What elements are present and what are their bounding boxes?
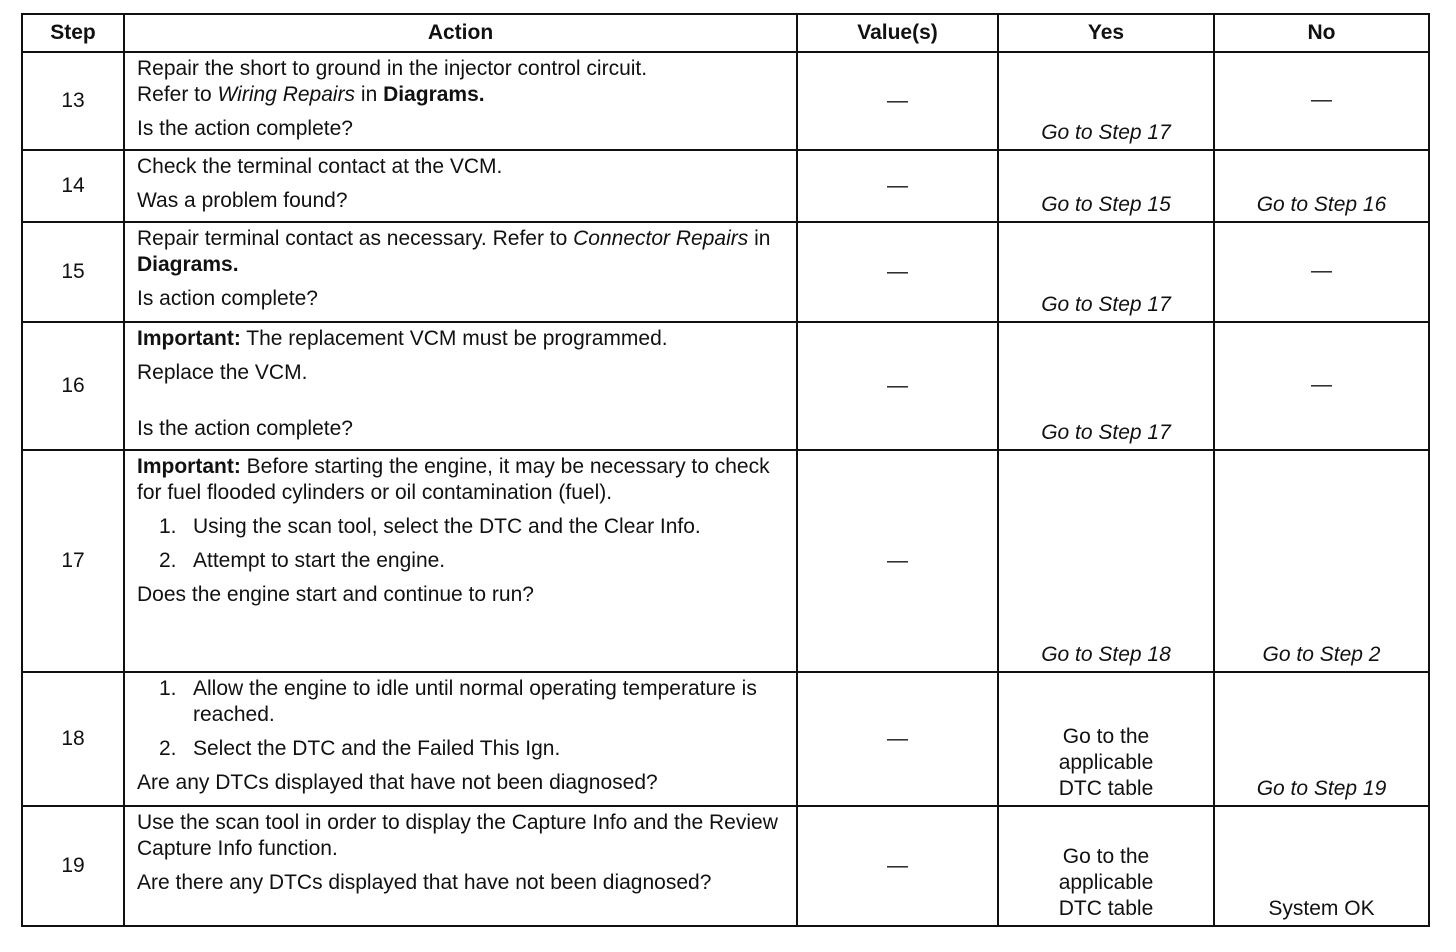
action-text: [137, 226, 788, 278]
action-question: Is the action complete?: [137, 417, 353, 440]
action-question: Are there any DTCs displayed that have not been diagnosed?: [137, 871, 712, 894]
action-cell: [124, 806, 797, 926]
action-question: Does the engine start and continue to run?: [137, 583, 534, 606]
action-cell: [124, 52, 797, 150]
value-cell: —: [797, 450, 998, 672]
action-cell: [124, 150, 797, 222]
step-number: 13: [22, 52, 124, 150]
action-text: Check the terminal contact at the VCM.: [137, 155, 503, 178]
reference-title: Connector Repairs: [573, 227, 749, 250]
list-item-number: 1.: [159, 677, 177, 700]
step-number: 14: [22, 150, 124, 222]
yes-line: DTC table: [1058, 897, 1154, 920]
no-cell: —: [1214, 52, 1429, 150]
important-text: The replacement VCM must be programmed.: [240, 327, 668, 350]
value-cell: —: [797, 672, 998, 806]
yes-line: Go to the: [1062, 725, 1150, 748]
action-question: Is the action complete?: [137, 117, 353, 140]
yes-line: applicable: [1058, 871, 1154, 894]
important-note: [137, 454, 788, 506]
action-text: Replace the VCM.: [137, 361, 308, 384]
list-item: [137, 676, 788, 728]
list-item: [137, 514, 788, 540]
reference-section: Diagrams.: [137, 253, 239, 276]
yes-line: applicable: [1058, 751, 1154, 774]
header-row: [22, 14, 1429, 52]
action-question: Are any DTCs displayed that have not been diagnosed?: [137, 771, 658, 794]
yes-goto-dtc-table-link[interactable]: [998, 672, 1214, 806]
action-text: Use the scan tool in order to display the Capture Info and the Review Capture Info function.: [137, 811, 778, 860]
step-number: 16: [22, 322, 124, 450]
list-item: [137, 736, 788, 762]
value-cell: —: [797, 806, 998, 926]
list-item-number: 1.: [159, 515, 177, 538]
no-result-system-ok: System OK: [1214, 806, 1429, 926]
yes-goto-link[interactable]: Go to Step 18: [998, 450, 1214, 672]
yes-goto-link[interactable]: Go to Step 17: [998, 222, 1214, 322]
action-text: Repair the short to ground in the injector control circuit.: [137, 57, 648, 80]
action-text-prefix: Repair terminal contact as necessary. Refer to: [137, 227, 574, 250]
reference-section: Diagrams.: [383, 83, 485, 106]
action-question: Is action complete?: [137, 287, 318, 310]
action-cell: [124, 672, 797, 806]
value-cell: —: [797, 322, 998, 450]
important-text: Before starting the engine, it may be necessary to check for fuel flooded cylinders or oil contamination (fuel).: [137, 455, 770, 504]
important-label: Important:: [137, 327, 241, 350]
yes-line: DTC table: [1058, 777, 1154, 800]
important-note: [137, 326, 788, 352]
no-cell: —: [1214, 222, 1429, 322]
table-row-step-18: [22, 672, 1429, 806]
step-number: 17: [22, 450, 124, 672]
yes-goto-link[interactable]: Go to Step 17: [998, 52, 1214, 150]
table-row-step-14: [22, 150, 1429, 222]
list-item-number: 2.: [159, 549, 177, 572]
action-reference: [137, 82, 788, 108]
list-item-number: 2.: [159, 737, 177, 760]
header-yes: Yes: [998, 14, 1214, 52]
no-cell: —: [1214, 322, 1429, 450]
action-cell: [124, 322, 797, 450]
list-item: [137, 548, 788, 574]
table-row-step-13: [22, 52, 1429, 150]
reference-title: Wiring Repairs: [217, 83, 356, 106]
action-question: Was a problem found?: [137, 189, 348, 212]
yes-goto-dtc-table-link[interactable]: [998, 806, 1214, 926]
value-cell: —: [797, 52, 998, 150]
action-cell: [124, 450, 797, 672]
no-goto-link[interactable]: Go to Step 2: [1214, 450, 1429, 672]
header-values: Value(s): [797, 14, 998, 52]
header-no: No: [1214, 14, 1429, 52]
step-number: 15: [22, 222, 124, 322]
important-label: Important:: [137, 455, 241, 478]
table-row-step-15: [22, 222, 1429, 322]
yes-goto-link[interactable]: Go to Step 17: [998, 322, 1214, 450]
step-number: 19: [22, 806, 124, 926]
step-number: 18: [22, 672, 124, 806]
list-item-text: Using the scan tool, select the DTC and the Clear Info.: [193, 515, 701, 538]
list-item-text: Select the DTC and the Failed This Ign.: [193, 737, 561, 760]
list-item-text: Attempt to start the engine.: [193, 549, 446, 572]
reference-mid: in: [748, 227, 771, 250]
table-row-step-17: [22, 450, 1429, 672]
reference-mid: in: [355, 83, 384, 106]
yes-line: Go to the: [1062, 845, 1150, 868]
header-action: Action: [124, 14, 797, 52]
action-cell: [124, 222, 797, 322]
table-row-step-19: [22, 806, 1429, 926]
value-cell: —: [797, 222, 998, 322]
no-goto-link[interactable]: Go to Step 19: [1214, 672, 1429, 806]
value-cell: —: [797, 150, 998, 222]
diagnostic-table: [21, 13, 1430, 927]
list-item-text: Allow the engine to idle until normal operating temperature is reached.: [193, 677, 757, 726]
no-goto-link[interactable]: Go to Step 16: [1214, 150, 1429, 222]
yes-goto-link[interactable]: Go to Step 15: [998, 150, 1214, 222]
table-row-step-16: [22, 322, 1429, 450]
header-step: Step: [22, 14, 124, 52]
reference-prefix: Refer to: [137, 83, 218, 106]
